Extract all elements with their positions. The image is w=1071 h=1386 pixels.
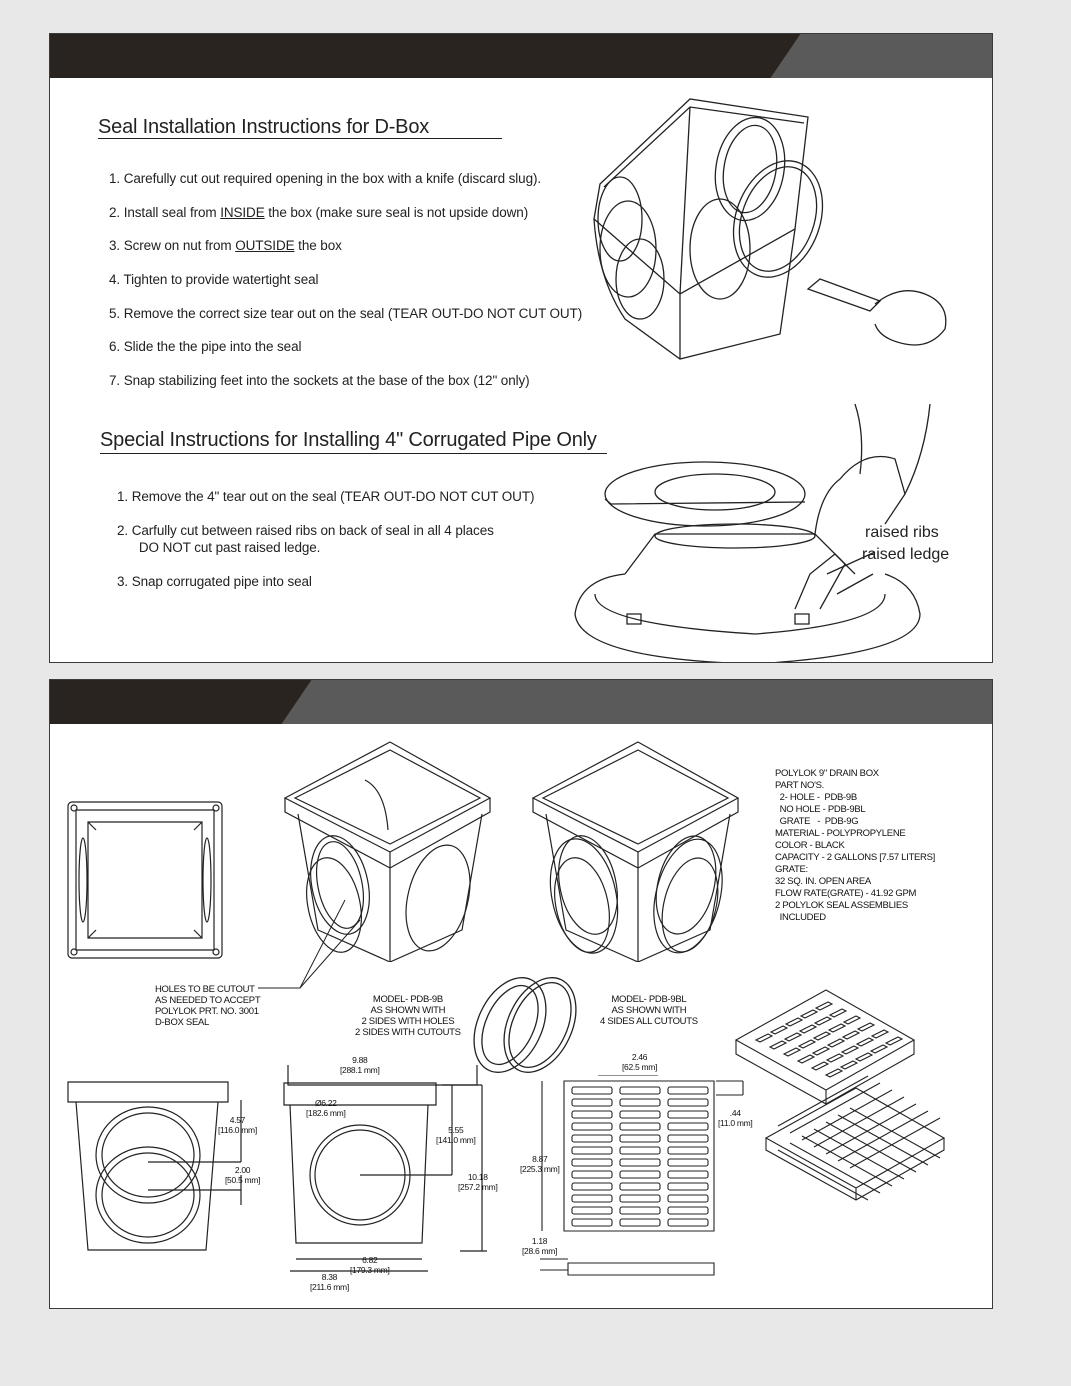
step-text: the box [294,238,342,253]
grate-slot [668,1207,708,1214]
holes-note: HOLES TO BE CUTOUT AS NEEDED TO ACCEPT POLYLOK PRT. NO. 3001 D-BOX SEAL [155,984,261,1028]
special-step-1: 1. Remove the 4" tear out on the seal (TEAR OUT-DO NOT CUT OUT) [117,489,535,504]
grate-slot [668,1183,708,1190]
iso-bar [802,1136,892,1186]
grate-slot [620,1123,660,1130]
grate-slot [572,1135,612,1142]
iso-slot [816,1002,832,1010]
dim-988: 9.88 [288.1 mm] [340,1055,380,1075]
spec-line: FLOW RATE(GRATE) - 41.92 GPM [775,888,917,899]
technical-drawing-panel [49,679,993,1309]
iso-slot [800,1025,816,1033]
iso-bar [802,1090,892,1140]
grate-slot [572,1111,612,1118]
seal-step-3 [109,238,342,253]
iso-bar [814,1097,904,1147]
spec-line: MATERIAL - POLYPROPYLENE [775,828,906,839]
seal-step-1 [109,171,541,186]
seal-rings-drawing [470,970,580,1080]
iso-slot [830,1009,846,1017]
iso-slot [841,1061,857,1069]
spec-line: GRATE - PDB-9G [775,816,859,827]
grate-slot [620,1111,660,1118]
iso-slot [886,1037,902,1045]
seal-step-5 [109,306,582,321]
step-text: 1. Carefully cut out required opening in the box with a knife (discard slug). [109,171,542,186]
grate-slot [668,1099,708,1106]
grate-slot [572,1219,612,1226]
iso-slot [786,1018,802,1026]
iso-slot [856,1053,872,1061]
iso-slot [813,1047,829,1055]
grate-slot [620,1183,660,1190]
iso-slot [827,1054,843,1062]
iso-slot [843,1031,859,1039]
header-band [50,34,992,78]
seal-title-underline [98,138,502,139]
iso-slot [785,1033,801,1041]
spec-line: POLYLOK 9" DRAIN BOX [775,768,879,779]
iso-slot [784,1048,800,1056]
iso-bar [814,1129,904,1179]
grate-slot [620,1135,660,1142]
grate-slot [620,1099,660,1106]
iso-slot [798,1055,814,1063]
grate-slot [620,1219,660,1226]
seal-instructions-panel [49,33,993,663]
grate-slot [620,1195,660,1202]
grate-slot [668,1147,708,1154]
side-view-2-drawing [282,1065,492,1275]
grate-slot [668,1219,708,1226]
iso-slot [844,1016,860,1024]
iso-slot [826,1069,842,1077]
iso-bar [778,1150,868,1200]
step-text: 6. Slide the the pipe into the seal [109,339,302,354]
spec-line: 2- HOLE - PDB-9B [775,792,857,803]
grate-slot [668,1111,708,1118]
seal-step-4 [109,272,318,287]
iso-slot [770,1041,786,1049]
dim-555: 5.55 [141.0 mm] [436,1125,476,1145]
dim-118: 1.18 [28.6 mm] [522,1236,558,1256]
iso-slot [828,1039,844,1047]
iso-slot [857,1038,873,1046]
step-text: 2. Install seal from [109,205,221,220]
iso-slot [871,1045,887,1053]
iso-bar [778,1076,868,1126]
model-9bl-note: MODEL- PDB-9BL AS SHOWN WITH 4 SIDES ALL CUTOUTS [600,994,698,1027]
spec-line: PART NO'S. [775,780,824,791]
step-emphasis: OUTSIDE [235,238,295,253]
iso-slot [842,1046,858,1054]
grate-slot [668,1087,708,1094]
special-step-2-note: DO NOT cut past raised ledge. [117,540,321,555]
seal-step-6 [109,339,301,354]
grate-slot [668,1135,708,1142]
callout-raised-ledge: raised ledge [862,546,950,563]
step-emphasis: INSIDE [220,205,265,220]
header-band-2 [50,680,992,724]
special-title: Special Instructions for Installing 4" Corrugated Pipe Only [100,429,597,451]
grate-slot [620,1087,660,1094]
iso-slot [829,1024,845,1032]
grate-slot [668,1123,708,1130]
grate-slot [668,1195,708,1202]
spec-line: GRATE: [775,864,808,875]
spec-line: 2 POLYLOK SEAL ASSEMBLIES [775,900,908,911]
dim-457: 4.57 [116.0 mm] [218,1115,257,1135]
grate-slot [620,1171,660,1178]
grate-slot [620,1207,660,1214]
grate-slot [572,1147,612,1154]
grate-slot [572,1087,612,1094]
callout-raised-ribs: raised ribs [865,524,939,541]
spec-line: INCLUDED [775,912,826,923]
step-text: 5. Remove the correct size tear out on the seal (TEAR OUT-DO NOT CUT OUT) [109,306,583,321]
grate-slot [620,1159,660,1166]
seal-step-2 [109,205,528,220]
step-text: 4. Tighten to provide watertight seal [109,272,319,287]
special-step-3: 3. Snap corrugated pipe into seal [117,574,312,589]
grate-slot [572,1171,612,1178]
iso-slot [799,1040,815,1048]
grate-slot [668,1159,708,1166]
top-view-drawing [66,800,224,960]
iso-slot [872,1030,888,1038]
iso-slot [801,1010,817,1018]
holes-note-leader [250,880,390,990]
isometric-box-9bl [528,740,748,962]
grate-slot [620,1147,660,1154]
spec-line: 32 SQ. IN. OPEN AREA [775,876,871,887]
spec-line: NO HOLE - PDB-9BL [775,804,866,815]
iso-slot [812,1062,828,1070]
dim-838: 8.38 [211.6 mm] [310,1272,349,1292]
grate-slot [572,1207,612,1214]
seal-cut-illustration [565,374,965,663]
grate-isometric-drawing [734,988,984,1208]
grate-slot [572,1159,612,1166]
iso-slot [815,1017,831,1025]
grate-slot [572,1099,612,1106]
grate-slot [572,1183,612,1190]
spec-line: COLOR - BLACK [775,840,845,851]
spec-line: CAPACITY - 2 GALLONS [7.57 LITERS] [775,852,935,863]
iso-slot [814,1032,830,1040]
grate-slot [572,1195,612,1202]
special-step-2: 2. Carfully cut between raised ribs on back of seal in all 4 places [117,523,494,538]
grate-slot [572,1123,612,1130]
dim-887: 8.87 [225.3 mm] [520,1154,560,1174]
model-9b-note: MODEL- PDB-9B AS SHOWN WITH 2 SIDES WITH HOLES 2 SIDES WITH CUTOUTS [355,994,461,1038]
dim-044: .44 [11.0 mm] [718,1108,753,1128]
step-text: 3. Screw on nut from [109,238,236,253]
dbox-seal-illustration [580,89,950,369]
dim-1018: 10.18 [257.2 mm] [458,1172,498,1192]
iso-bar [790,1143,880,1193]
step-text: 7. Snap stabilizing feet into the sockets at the base of the box (12" only) [109,373,530,388]
grate-slot [668,1171,708,1178]
special-title-underline [100,453,607,454]
seal-step-7 [109,373,530,388]
iso-bar [790,1083,880,1133]
iso-slot [756,1034,772,1042]
dim-200: 2.00 [50.5 mm] [225,1165,261,1185]
dim-622: Ø6.22 [182.6 mm] [306,1098,346,1118]
step-text: the box (make sure seal is not upside down) [264,205,529,220]
dim-682: 6.82 [179.3 mm] [350,1255,390,1275]
dim-246: 2.46 [62.5 mm] [622,1052,658,1072]
iso-slot [771,1026,787,1034]
seal-title: Seal Installation Instructions for D-Box [98,116,430,138]
iso-slot [858,1023,874,1031]
